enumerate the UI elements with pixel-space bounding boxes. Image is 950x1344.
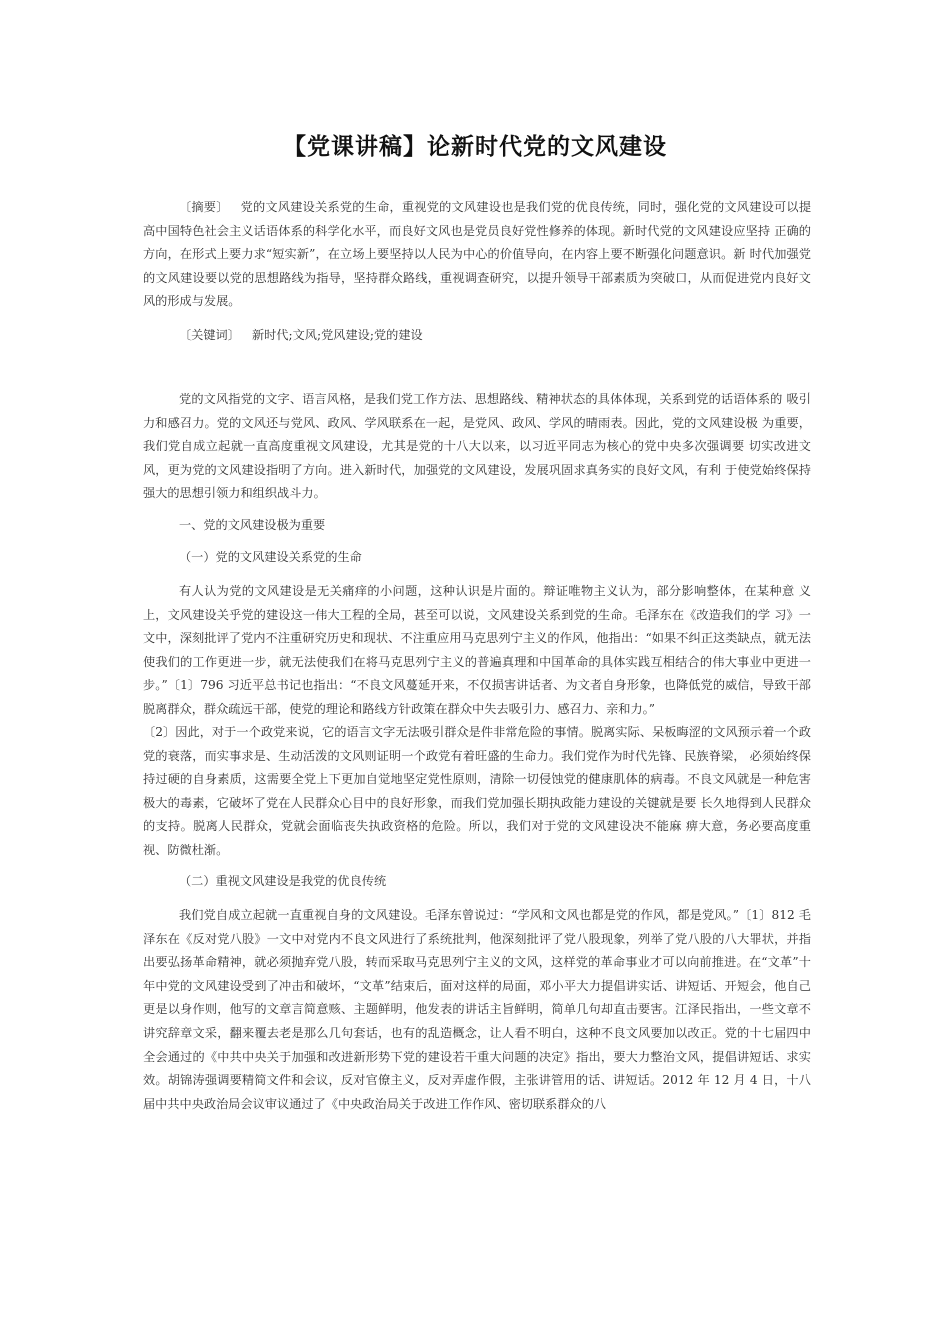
keywords-label: 〔关键词〕 [179, 328, 240, 342]
document-title: 【党课讲稿】论新时代党的文风建设 [283, 134, 667, 160]
subsection-heading-2: （二）重视文风建设是我党的优良传统 [179, 874, 387, 888]
body-paragraph-3: 我们党自成立起就一直重视自身的文风建设。毛泽东曾说过：“学风和文风也都是党的作风，都是党风。”〔1〕812 毛泽东在《反对党八股》一文中对党内不良文风进行了系统批判，他深刻批评了党八股现象，列举了党八股的八大罪状，并指出要弘扬革命精神，就必须抛弃党八股，转而采取马克思列宁主义的文风，这样党的革命事业才可以向前推进。在“文革”十年中党的文风建设受到了冲击和破坏，“文革”结束后，面对这样的局面，邓小平大力提倡讲实话、讲短话、开短会，他自己更是以身作则，他写的文章言简意赅、主题鲜明，他发表的讲话主旨鲜明，简单几句却直击要害。江泽民指出，一些文章不讲究辞章文采，翻来覆去老是那么几句套话，也有的乱造概念，让人看不明白，这种不良文风要加以改正。党的十七届四中全会通过的《中共中央关于加强和改进新形势下党的建设若干重大问题的决定》指出，要大力整治文风，提倡讲短话、求实效。胡锦涛强调要精简文件和会议，反对官僚主义，反对弄虚作假，主张讲管用的话、讲短话。2012 年 12 月 4 日，十八届中共中央政治局会议审议通过了《中央政治局关于改进工作作风、密切联系群众的八 [143, 908, 811, 1111]
body-paragraph-1: 有人认为党的文风建设是无关痛痒的小问题，这种认识是片面的。辩证唯物主义认为，部分影响整体，在某种意 义上，文风建设关乎党的建设这一伟大工程的全局，甚至可以说，文风建设关系到党的生命。毛泽东在《改造我们的学 习》一文中，深刻批评了党内不注重研究历史和现状、不注重应用马克思列宁主义的作风，他指出：“如果不纠正这类缺点，就无法使我们的工作更进一步，就无法使我们在将马克思列宁主义的普遍真理和中国革命的具体实践互相结合的伟大事业中更进一步。”〔1〕796 习近平总书记也指出：“不良文风蔓延开来，不仅损害讲话者、为文者自身形象，也降低党的威信，导致干部脱离群众，群众疏远干部，使党的理论和路线方针政策在群众中失去吸引力、感召力、亲和力。” [143, 584, 811, 716]
keywords-text: 新时代;文风;党风建设;党的建设 [251, 328, 423, 342]
subsection-heading-1: （一）党的文风建设关系党的生命 [179, 550, 362, 564]
intro-paragraph: 党的文风指党的文字、语言风格，是我们党工作方法、思想路线、精神状态的具体体现，关系到党的话语体系的 吸引力和感召力。党的文风还与党风、政风、学风联系在一起，是党风、政风、学风的晴雨表。因此，党的文风建设极 为重要，我们党自成立起就一直高度重视文风建设，尤其是党的十八大以来，以习近平同志为核心的党中央多次强调要 切实改进文风，更为党的文风建设指明了方向。进入新时代，加强党的文风建设，发展巩固求真务实的良好文风，有利 于使党始终保持强大的思想引领力和组织战斗力。 [143, 392, 811, 501]
section-heading-1: 一、党的文风建设极为重要 [179, 518, 326, 532]
body-paragraph-2: 〔2〕因此，对于一个政党来说，它的语言文字无法吸引群众是件非常危险的事情。脱离实际、呆板晦涩的文风预示着一个政党的衰落，而实事求是、生动活泼的文风则证明一个政党有着旺盛的生命力。我们党作为时代先锋、民族脊梁， 必须始终保持过硬的自身素质，这需要全党上下更加自觉地坚定党性原则，清除一切侵蚀党的健康肌体的病毒。不良文风就是一种危害极大的毒素，它破坏了党在人民群众心目中的良好形象，而我们党加强长期执政能力建设的关键就是要 长久地得到人民群众的支持。脱离人民群众，党就会面临丧失执政资格的危险。所以，我们对于党的文风建设决不能麻 痹大意，务必要高度重视、防微杜渐。 [143, 725, 811, 857]
abstract-paragraph [143, 196, 811, 314]
abstract-text: 党的文风建设关系党的生命，重视党的文风建设也是我们党的优良传统，同时，强化党的文风建设可以提高中国特色社会主义话语体系的科学化水平，而良好文风也是党员良好党性修养的体现。新时代党的文风建设应坚持 正确的方向，在形式上要力求“短实新”，在立场上要坚持以人民为中心的价值导向，在内容上要不断强化问题意识。新 时代加强党的文风建设要以党的思想路线为指导，坚持群众路线，重视调查研究，以提升领导干部素质为突破口，从而促进党内良好文风的形成与发展。 [143, 200, 812, 309]
keywords-paragraph [143, 324, 811, 348]
abstract-label: 〔摘要〕 [179, 200, 229, 214]
